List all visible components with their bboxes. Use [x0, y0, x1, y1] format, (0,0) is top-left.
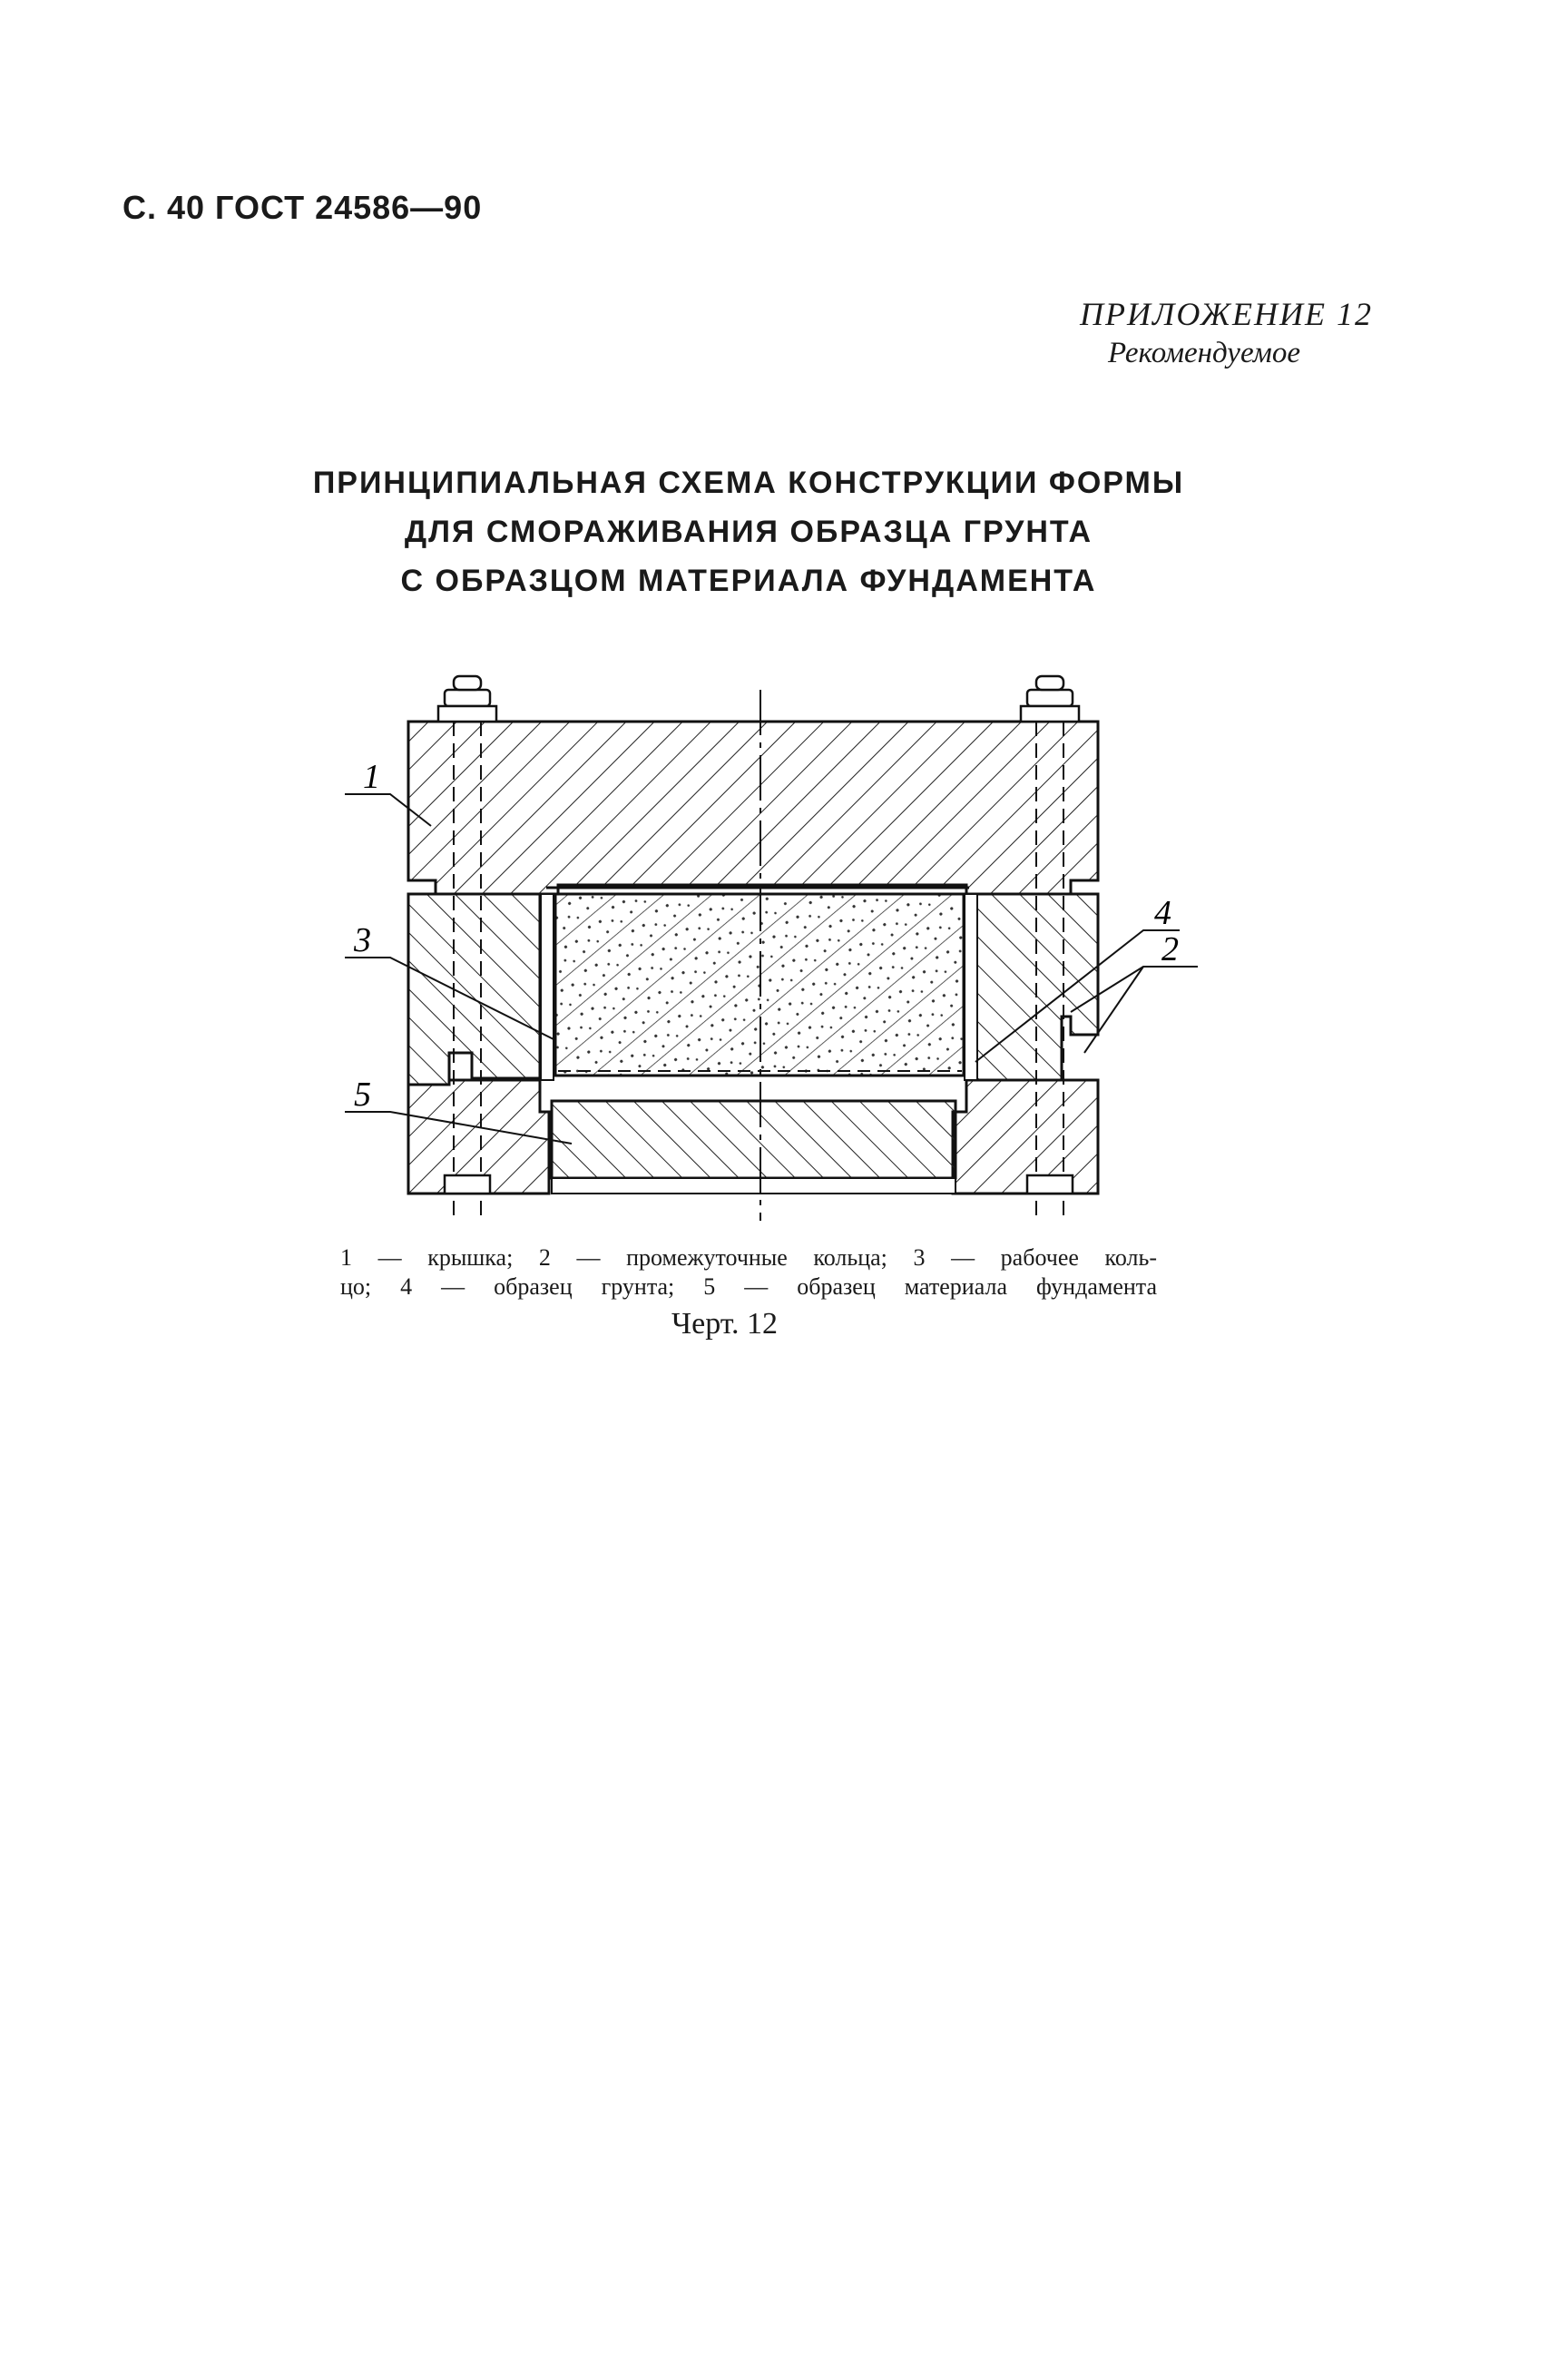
document-title [272, 458, 1225, 605]
appendix-status: Рекомендуемое [1107, 337, 1300, 369]
legend-line: цо; 4 — образец грунта; 5 — образец материала фундамента [340, 1273, 1157, 1300]
appendix-block [1080, 295, 1373, 370]
callout-2: 2 [1161, 930, 1179, 968]
callout-1: 1 [363, 758, 380, 796]
mold-diagram [327, 653, 1198, 1234]
callout-3: 3 [354, 921, 371, 959]
title-line: С ОБРАЗЦОМ МАТЕРИАЛА ФУНДАМЕНТА [400, 564, 1097, 598]
foundation-sample [552, 1101, 956, 1178]
callout-5: 5 [354, 1076, 371, 1114]
right-ring [966, 894, 1098, 1080]
legend [340, 1243, 1157, 1302]
figure-label: Черт. 12 [671, 1307, 779, 1341]
lid [408, 722, 1098, 894]
title-line: ДЛЯ СМОРАЖИВАНИЯ ОБРАЗЦА ГРУНТА [404, 515, 1093, 549]
bolt-left [438, 676, 496, 722]
title-line: ПРИНЦИПИАЛЬНАЯ СХЕМА КОНСТРУКЦИИ ФОРМЫ [312, 466, 1185, 500]
appendix-title: ПРИЛОЖЕНИЕ 12 [1080, 296, 1373, 332]
bolt-right [1021, 676, 1079, 722]
lower-right-body [953, 1080, 1098, 1194]
legend-line: 1 — крышка; 2 — промежуточные кольца; 3 — рабочее коль- [340, 1244, 1157, 1271]
page-header: С. 40 ГОСТ 24586—90 [122, 189, 483, 226]
left-ring [408, 894, 540, 1085]
callout-4: 4 [1154, 894, 1171, 932]
